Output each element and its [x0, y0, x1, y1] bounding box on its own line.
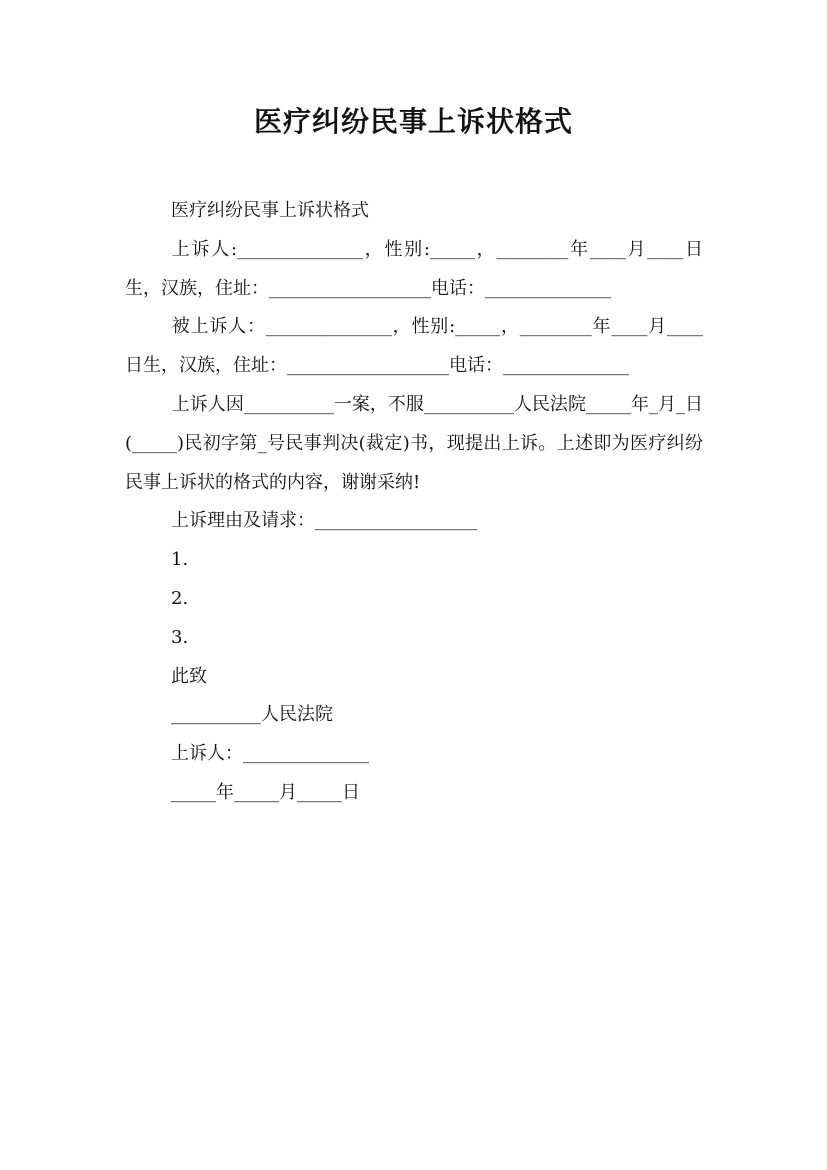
- document-title: 医疗纠纷民事上诉状格式: [253, 105, 573, 138]
- reasons-label: 上诉理由及请求：__________________: [171, 510, 477, 532]
- document-body: [125, 192, 703, 813]
- reason-item-1: 1.: [171, 549, 189, 571]
- document-subtitle: 医疗纠纷民事上诉状格式: [171, 200, 369, 221]
- reason-item-2: 2.: [171, 587, 189, 609]
- date-line: _____年_____月_____日: [171, 781, 360, 803]
- appellant-info: 上诉人:______________，性别:_____，________年____月____日生，汉族，住址：__________________电话：______________: [125, 238, 703, 299]
- signature-line: 上诉人：______________: [171, 743, 369, 765]
- closing-salutation: 此致: [171, 665, 207, 687]
- court-line: __________人民法院: [171, 704, 333, 726]
- case-paragraph: 上诉人因__________一案，不服__________人民法院_____年_月_日(_____)民初字第_号民事判决(裁定)书，现提出上诉。上述即为医疗纠纷民事上诉状的格式的内容，谢谢采纳!: [125, 393, 703, 493]
- reason-item-3: 3.: [171, 626, 189, 648]
- appellee-info: 被上诉人：______________，性别:_____，________年____月____日生，汉族，住址：__________________电话：______________: [125, 316, 703, 377]
